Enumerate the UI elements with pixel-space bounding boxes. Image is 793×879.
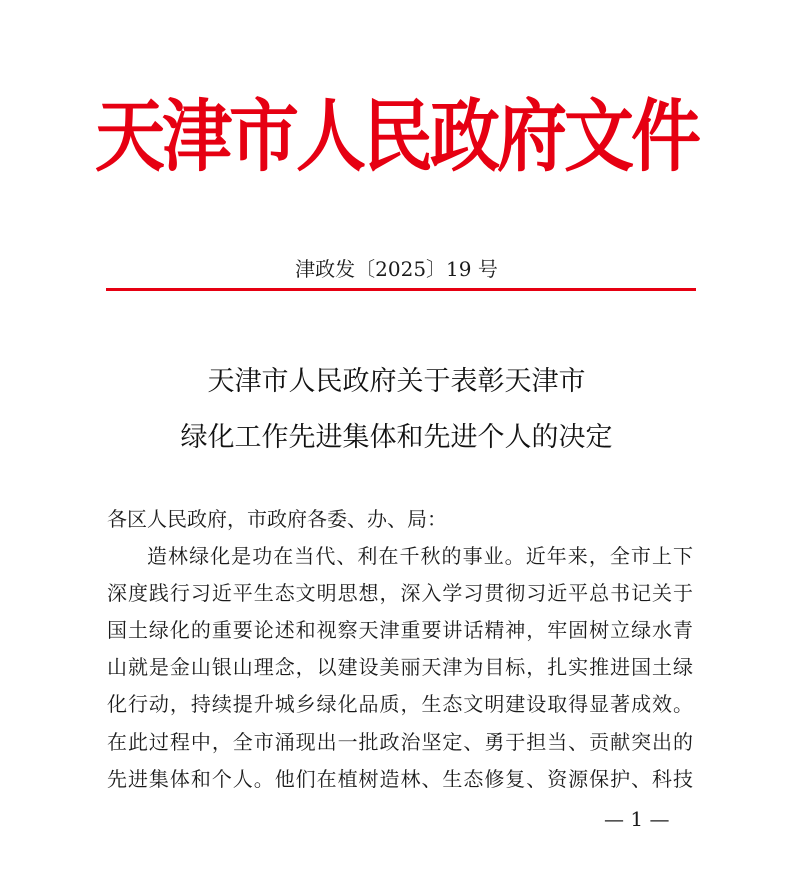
body-line: 国土绿化的重要论述和视察天津重要讲话精神，牢固树立绿水青 <box>107 618 693 642</box>
document-title-line-1: 天津市人民政府关于表彰天津市 <box>207 366 586 397</box>
body-line: 造林绿化是功在当代、利在千秋的事业。近年来，全市上下 <box>147 544 693 568</box>
body-line: 在此过程中，全市涌现出一批政治坚定、勇于担当、贡献突出的 <box>107 730 693 754</box>
page-number: — 1 — <box>604 807 670 831</box>
red-divider-line <box>106 288 696 291</box>
body-line: 化行动，持续提升城乡绿化品质，生态文明建设取得显著成效。 <box>107 692 693 716</box>
salutation: 各区人民政府，市政府各委、办、局： <box>107 507 447 531</box>
body-line: 先进集体和个人。他们在植树造林、生态修复、资源保护、科技 <box>107 767 693 791</box>
body-line: 山就是金山银山理念，以建设美丽天津为目标，扎实推进国土绿 <box>107 655 693 679</box>
document-number: 津政发〔2025〕19 号 <box>295 257 498 281</box>
body-line: 深度践行习近平生态文明思想，深入学习贯彻习近平总书记关于 <box>107 581 693 605</box>
document-header-title: 天津市人民政府文件 <box>95 89 698 183</box>
document-title-line-2: 绿化工作先进集体和先进个人的决定 <box>180 422 613 453</box>
